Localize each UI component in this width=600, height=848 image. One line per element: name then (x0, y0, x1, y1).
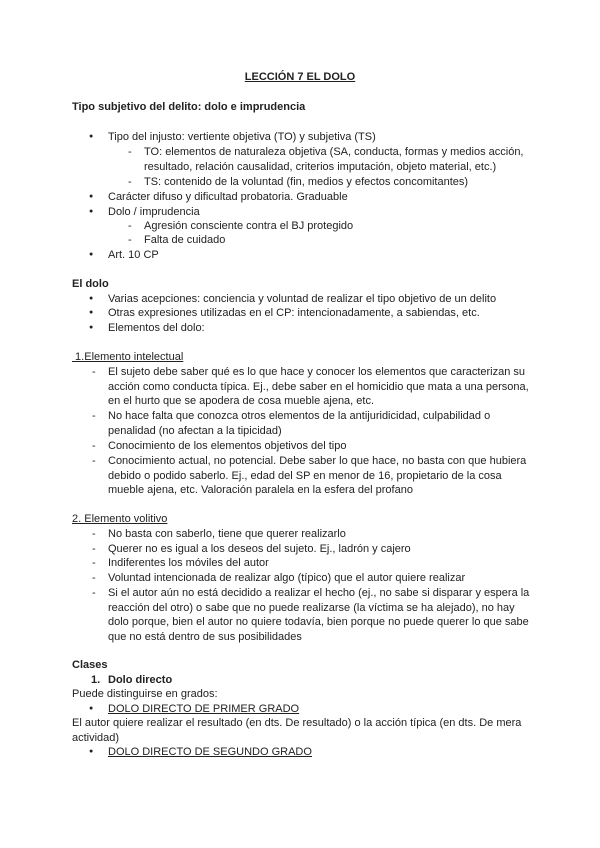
subsection-heading: 1.Elemento intelectual (72, 351, 184, 363)
list-item: Carácter difuso y dificultad probatoria. Graduable (108, 191, 348, 203)
list-item: Conocimiento de los elementos objetivos del tipo (108, 440, 347, 452)
section-heading: Tipo subjetivo del delito: dolo e imprudencia (72, 101, 306, 113)
dash-icon: - (128, 220, 132, 232)
dash-icon: - (128, 176, 132, 188)
list-item: Dolo / imprudencia (108, 206, 200, 218)
list-number: 1. (91, 674, 101, 686)
list-item: El sujeto debe saber qué es lo que hace y conocer los elementos que caracterizan su acción como conducta típica. Ej., debe saber en el homicidio que mata a una persona, en el hurto que se apodera de cosa mueble ajena, etc. (108, 366, 529, 408)
list-item: No basta con saberlo, tiene que querer realizarlo (108, 528, 346, 540)
section-heading: Clases (72, 659, 108, 671)
list-item: Voluntad intencionada de realizar algo (típico) que el autor quiere realizar (108, 572, 466, 584)
dash-icon: - (92, 410, 96, 422)
bullet-icon: ● (89, 705, 94, 712)
bullet-icon: ● (89, 251, 94, 258)
dash-icon: - (92, 587, 96, 599)
section-heading: El dolo (72, 278, 109, 290)
bullet-icon: ● (89, 295, 94, 302)
dash-icon: - (92, 557, 96, 569)
list-item: DOLO DIRECTO DE SEGUNDO GRADO (108, 746, 312, 758)
dash-icon: - (92, 455, 96, 467)
dash-icon: - (92, 440, 96, 452)
list-item: Agresión consciente contra el BJ protegido (144, 220, 354, 232)
list-item: Art. 10 CP (108, 249, 159, 261)
list-item: TS: contenido de la voluntad (fin, medios y efectos concomitantes) (144, 176, 469, 188)
subsection-heading: 2. Elemento volitivo (72, 513, 168, 525)
dash-icon: - (92, 366, 96, 378)
list-item: Varias acepciones: conciencia y voluntad de realizar el tipo objetivo de un delito (108, 293, 497, 305)
list-item: Querer no es igual a los deseos del sujeto. Ej., ladrón y cajero (108, 543, 411, 555)
bullet-icon: ● (89, 133, 94, 140)
subsection-heading: Dolo directo (108, 674, 173, 686)
bullet-icon: ● (89, 748, 94, 755)
list-item: TO: elementos de naturaleza objetiva (SA, conducta, formas y medios acción, resultado, relación causalidad, criterios imputación, objeto material, etc.) (144, 146, 524, 173)
dash-icon: - (92, 528, 96, 540)
document-title: LECCIÓN 7 EL DOLO (244, 71, 356, 83)
bullet-icon: ● (89, 193, 94, 200)
bullet-icon: ● (89, 208, 94, 215)
list-item: Si el autor aún no está decidido a realizar el hecho (ej., no sabe si disparar y espera la reacción del otro) o sabe que no puede realizarse (la víctima se ha alejado), no hay dolo porque, bien el autor no quiere todavía, bien porque no puede querer lo que sabe que no está dentro de sus posibilidades (108, 587, 530, 644)
bullet-icon: ● (89, 309, 94, 316)
bullet-icon: ● (89, 324, 94, 331)
dash-icon: - (128, 146, 132, 158)
list-item: Falta de cuidado (144, 234, 226, 246)
list-item: DOLO DIRECTO DE PRIMER GRADO (108, 703, 300, 715)
paragraph: Puede distinguirse en grados: (72, 688, 218, 700)
dash-icon: - (128, 234, 132, 246)
list-item: Tipo del injusto: vertiente objetiva (TO) y subjetiva (TS) (108, 131, 376, 143)
list-item: Indiferentes los móviles del autor (108, 557, 269, 569)
list-item: No hace falta que conozca otros elementos de la antijuridicidad, culpabilidad o penalidad (no afectan a la tipicidad) (108, 410, 491, 437)
dash-icon: - (92, 543, 96, 555)
list-item: Otras expresiones utilizadas en el CP: intencionadamente, a sabiendas, etc. (108, 307, 480, 319)
list-item: Conocimiento actual, no potencial. Debe saber lo que hace, no basta con que hubiera debido o podido saberlo. Ej., edad del SP en menor de 16, propietario de la cosa mueble ajena, etc. Valoración paralela en la esfera del profano (108, 455, 527, 497)
paragraph: El autor quiere realizar el resultado (en dts. De resultado) o la acción típica (en dts. De mera actividad) (72, 717, 522, 744)
list-item: Elementos del dolo: (108, 322, 205, 334)
dash-icon: - (92, 572, 96, 584)
